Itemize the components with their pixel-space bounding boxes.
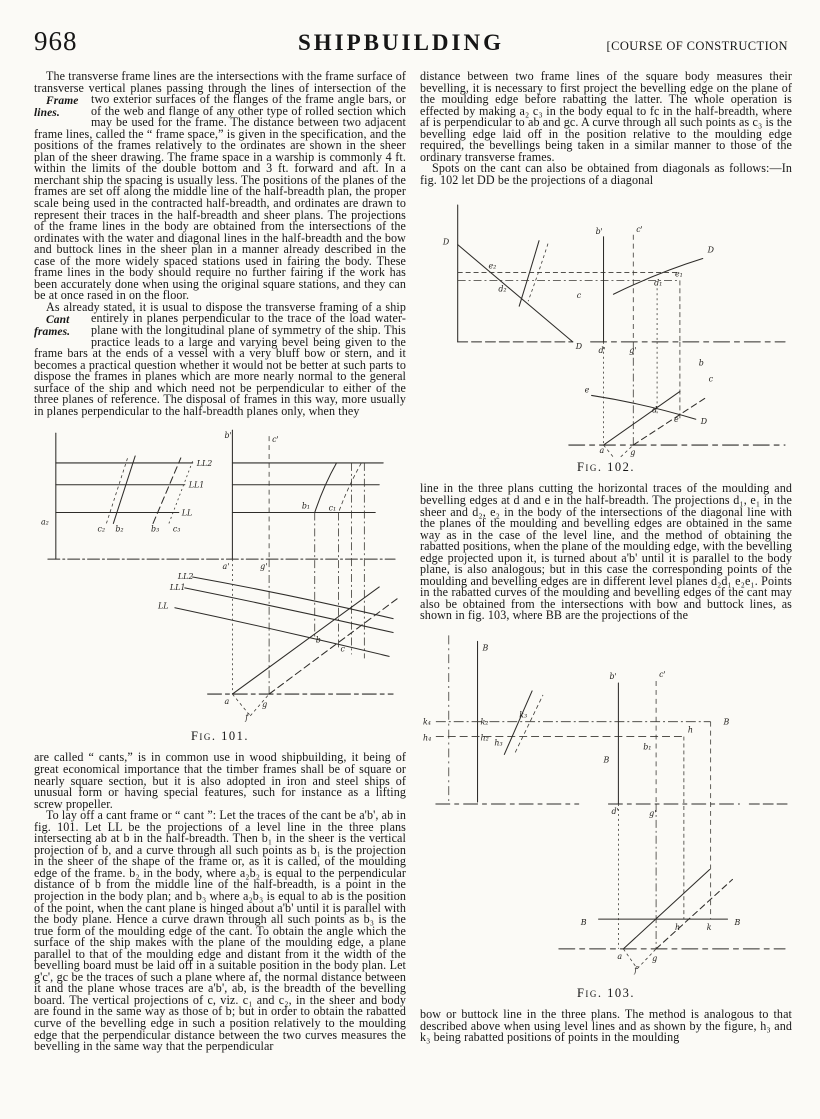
figure-label: LL2	[177, 572, 194, 582]
figure-102-drawing	[420, 196, 792, 458]
paragraph-text: water-plane with the longitudinal plane of symmetry of the ship. This practice leads to a large and varying bevel being given to the frame bars at the ends of a vessel with a very bluff bow or stern, and it becomes a practical question whether it would not be better at such parts to dispose the frames in planes which are more nearly normal to the general surface of the ship and which need not be perpendicular to either of the three planes of reference. The disposal of frames in this way, more usually in planes perpendicular to the half-breadth planes only, when they	[34, 311, 406, 418]
figure-label: d'	[611, 806, 619, 816]
figure-label: e₂	[488, 261, 497, 271]
figure-label: c₁	[328, 503, 337, 513]
figure-label: k₃	[519, 710, 528, 720]
paragraph-cant-frames	[34, 299, 406, 418]
figure-label: B	[723, 717, 730, 727]
figure-label: a'	[222, 562, 230, 572]
figure-label: B	[603, 755, 610, 765]
figure-label: k	[706, 923, 712, 933]
figure-label: c₃	[172, 524, 181, 534]
figure-label: f	[245, 713, 249, 723]
paragraph-cants-continued: are called “ cants,” is in common use in wood shipbuilding, it being of great economical importance that the timber frames shall be of square or nearly square section, but it is also adopted in iron and steel ships of unusual form or having special features, such for instance as a lifting screw propeller.	[34, 750, 406, 811]
left-column	[34, 71, 406, 1053]
figure-label: k₄	[422, 717, 431, 727]
figure-label: h	[687, 725, 693, 735]
figure-label: b'	[595, 227, 603, 237]
paragraph-lay-off-cant: To lay off a cant frame or “ cant ”: Let the traces of the cant be a'b', ab in fig. 101. Let LL be the projections of a level line in the three plans intersecting ab at b in the half-breadth. Then b₁ in the sheer is the vertical projection of b, and a curve through all such points as b₁ is the projection in the sheer of the shape of the frame or, as it is called, of the moulding edge of the frame. b₂ in the body, where a₂b₂ is equal to the perpendicular distance of b from the middle line of the half-breadth, is a point in the projection in the body plan; and b₃ where a₂b₃ is equal to ab is the position of the point, when the cant plane is hinged about a'b' until it is parallel with the body plane. Hence a curve drawn through all such points as b₃ is the true form of the moulding edge of the cant. To obtain the angle which the surface of the ship makes with the plane of the moulding edge, a plane parallel to that of the moulding edge and distant from it the width of the bevelling board must be laid off in a suitable position in the body plan. Let g'c', gc be the traces of such a plane where af, the normal distance between it and the plane whose traces are a'b', ab, is the breadth of the bevelling board. The vertical projections of c, viz. c₁ and c₂, in the sheer and body are found in the same way as those of b; but in order to obtain the rabatted curve of the bevelling edge in such a position relatively to the moulding edge that the perpendicular distance between the two curves measures the bevelling in the same way that the perpendicular	[34, 808, 406, 1054]
figure-102-caption: Fig. 102.	[576, 460, 636, 475]
figure-label: e	[673, 415, 679, 425]
figure-label: c	[708, 375, 714, 385]
figure-label: c	[340, 644, 345, 654]
figure-label: h	[674, 923, 681, 933]
figure-101-drawing	[34, 427, 406, 727]
paragraph-frame-lines	[34, 71, 406, 302]
figure-label: b	[315, 635, 321, 645]
figure-label: g'	[649, 808, 657, 818]
margin-note-frame-lines: Frame lines.	[34, 95, 79, 120]
paragraph-text: As already stated, it is usual to dispose the transverse framing of a ship entirely in planes perpendicular to the trace of the load	[46, 299, 406, 326]
figure-label: g	[262, 700, 268, 710]
figure-label: LL	[158, 602, 169, 612]
figure-101-caption: Fig. 101.	[190, 729, 250, 744]
margin-note-cant-frames: Cant frames.	[34, 314, 71, 339]
figure-label: h₂	[480, 733, 489, 743]
figure-label: b₁	[643, 742, 652, 752]
figure-label: b'	[609, 672, 617, 682]
figure-label: e	[584, 385, 590, 395]
figure-label: b	[698, 359, 704, 369]
paragraph-text: The transverse frame lines are the intersections with the frame surface of transverse vertical planes passing through the lines of intersection of the two exterior surfaces of the flanges of the frame	[34, 69, 406, 107]
figure-label: a	[224, 697, 230, 707]
figure-103	[420, 632, 792, 1001]
figure-label: a₂	[40, 517, 49, 527]
figure-label: D	[442, 238, 450, 248]
figure-label: D	[707, 246, 715, 256]
figure-label: b'	[224, 431, 232, 441]
figure-label: LL1	[169, 583, 186, 593]
figure-103-caption: Fig. 103.	[576, 986, 636, 1001]
figure-label: c'	[272, 435, 279, 445]
page-header	[34, 26, 788, 57]
figure-label: g'	[629, 346, 637, 356]
figure-label: g'	[260, 562, 268, 572]
figure-label: LL2	[196, 459, 213, 469]
page-number: 968	[34, 26, 78, 56]
figure-label: g	[630, 448, 636, 458]
figure-label: B	[734, 918, 741, 928]
figure-label: d'	[598, 346, 606, 356]
figure-label: D	[700, 417, 708, 427]
paragraph-spots-on-cant: Spots on the cant can also be obtained from diagonals as follows:—In fig. 102 let DD be the projections of a diagonal	[420, 161, 792, 187]
figure-label: d₁	[654, 278, 663, 288]
figure-label: b₁	[301, 501, 311, 511]
figure-label: b₂	[115, 524, 124, 534]
figure-label: e₁	[674, 269, 683, 279]
figure-label: f	[634, 965, 638, 975]
figure-label: LL	[181, 508, 193, 518]
figure-label: D	[575, 342, 583, 352]
figure-label: d	[652, 405, 658, 415]
figure-103-drawing	[420, 632, 792, 984]
figure-label: a	[617, 951, 623, 961]
running-header: [COURSE OF CONSTRUCTION	[606, 39, 788, 53]
figure-label: h₄	[422, 733, 432, 743]
page-title: SHIPBUILDING	[298, 30, 504, 55]
figure-label: a	[599, 446, 605, 456]
figure-label: B	[482, 643, 489, 653]
figure-label: h₃	[494, 738, 503, 748]
figure-label: g	[652, 953, 658, 963]
figure-label: d₂	[498, 284, 507, 294]
figure-label: LL1	[188, 481, 205, 491]
paragraph-text: angle bars, or of the web and flange of any other type of rolled section which may be used for the frame. The distance between two adjacent frame lines, called the “ frame space,” is given in the specification, and the positions of the frames relatively to the ordinates are shown in the sheer plan of the sheer drawing. The frame space in a warship is commonly 4 ft. within the limits of the double bottom and 3 ft. forward and aft. In a merchant ship the spacing is usually less. The positions of the planes of the frames are set off along the middle line of the half-breadth plan, the proper scale being used in the contracted half-breadth, and ordinates are drawn to represent their traces in the half-breadth and sheer plans. The projections of the frame lines in the body are obtained from the intersections of the ordinates with the water and diagonal lines in the half-breadth and the bow and buttock lines in the sheer plan in a manner already described in the case of the more widely spaced stations used in fairing the body. These frame lines in the body should require no further fairing if the work has been accurately done when using the original square stations, and they can be at once rased in on the floor.	[34, 92, 406, 303]
figure-label: c₂	[97, 524, 106, 534]
figure-label: k₂	[480, 717, 489, 727]
paragraph-diagonal-lines: line in the three plans cutting the horizontal traces of the moulding and bevelling edges at d and e in the half-breadth. The projections d₁, e₁ in the sheer and d₂, e₂ in the body of the intersections of the diagonal line with the planes of the moulding and bevelling edges are obtained in the same way as in the case of the level line, and the method of obtaining the rabatted positions, when the plane of the moulding edge, with the bevelling edge projected upon it, is turned about a'b' until it is parallel to the body plane, is also analogous; but in this case the corresponding points of the moulding and bevelling edges are in different level planes d₂d₁ e₂e₁. Points in the rabatted curves of the moulding and bevelling edges of the cant may also be obtained from the intersections with bow and buttock lines, as shown in fig. 103, where BB are the projections of the	[420, 481, 792, 623]
figure-label: c'	[636, 225, 643, 235]
figure-102	[420, 196, 792, 475]
figure-label: c'	[659, 670, 666, 680]
right-column	[420, 71, 792, 1053]
paragraph-bow-buttock: bow or buttock line in the three plans. The method is analogous to that described above when using level lines and as shown by the figure, h₃ and k₃ being rabatted positions of points in the moulding	[420, 1007, 792, 1045]
two-column-layout	[34, 69, 792, 1054]
figure-101	[34, 427, 406, 744]
figure-label: c	[576, 291, 582, 301]
paragraph-bevelling: distance between two frame lines of the square body measures their bevelling, it is necessary to first project the bevelling edge on the plane of the moulding edge before rabatting the latter. The whole operation is effected by making a₂ c₃ in the body equal to fc in the half-breadth, where af is perpendicular to ab and gc. A curve through all such points as c₃ is the bevelling edge laid off in the position relative to the moulding edge required, the bevellings being taken in a similar manner to those of the ordinary transverse frames.	[420, 69, 792, 164]
figure-label: b₃	[151, 524, 160, 534]
figure-label: B	[580, 918, 587, 928]
